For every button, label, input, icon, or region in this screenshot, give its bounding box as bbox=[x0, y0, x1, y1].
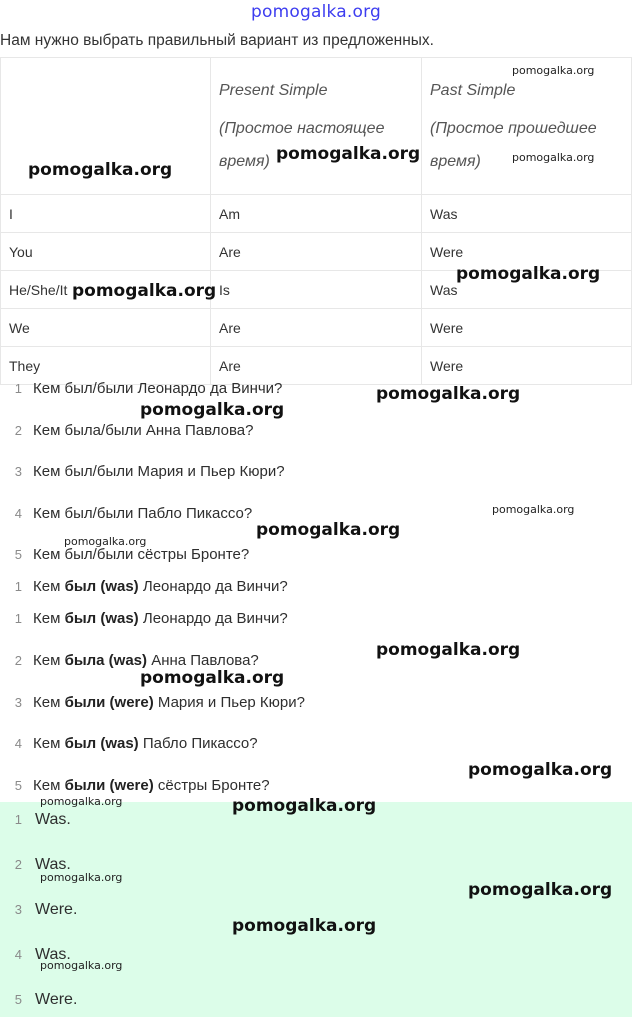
list-item bbox=[0, 578, 288, 600]
table-cell: Are bbox=[211, 347, 422, 385]
list-number: 3 bbox=[14, 902, 22, 917]
table-row bbox=[1, 309, 632, 347]
watermark: pomogalka.org bbox=[376, 384, 521, 404]
answer-pre: Кем bbox=[33, 610, 65, 627]
list-number: 5 bbox=[14, 992, 22, 1007]
header-past-simple: Past Simple bbox=[430, 82, 516, 99]
table-cell: Are bbox=[211, 309, 422, 347]
list-number: 2 bbox=[14, 857, 22, 872]
verb-table bbox=[0, 57, 632, 385]
answer-item bbox=[0, 811, 71, 829]
list-number: 5 bbox=[14, 547, 22, 562]
watermark: pomogalka.org bbox=[232, 796, 377, 816]
watermark: pomogalka.org bbox=[140, 400, 285, 420]
answer-item bbox=[0, 991, 77, 1009]
list-item bbox=[0, 380, 282, 402]
answer-pre: Кем bbox=[33, 652, 65, 669]
answer-post: Пабло Пикассо? bbox=[138, 735, 258, 752]
table-cell: Were bbox=[422, 309, 632, 347]
list-number: 1 bbox=[14, 812, 22, 827]
watermark: pomogalka.org bbox=[40, 795, 123, 808]
list-number: 5 bbox=[14, 778, 22, 793]
question-text: Кем был/были Леонардо да Винчи? bbox=[33, 380, 283, 397]
answer-post: Леонардо да Винчи? bbox=[138, 578, 288, 595]
header-past-simple-ru: (Простое прошедшее время) bbox=[430, 120, 597, 170]
answer-pre: Кем bbox=[33, 578, 65, 595]
header-present-simple-ru: (Простое настоящее время) bbox=[219, 120, 385, 170]
answer-verb: был (was) bbox=[64, 735, 139, 752]
intro-text: Нам нужно выбрать правильный вариант из предложенных. bbox=[0, 32, 434, 49]
list-item bbox=[0, 610, 288, 632]
answer-verb: были (were) bbox=[64, 777, 154, 794]
list-number: 3 bbox=[14, 464, 22, 479]
answer-item bbox=[0, 901, 77, 919]
question-text: Кем был/были сёстры Бронте? bbox=[33, 546, 250, 563]
list-number: 2 bbox=[14, 653, 22, 668]
answer-text: Was. bbox=[35, 856, 71, 873]
answer-pre: Кем bbox=[33, 777, 65, 794]
list-number: 1 bbox=[14, 381, 22, 396]
watermark: pomogalka.org bbox=[232, 916, 377, 936]
table-cell: Is bbox=[211, 271, 422, 309]
answer-verb: был (was) bbox=[64, 610, 139, 627]
watermark: pomogalka.org bbox=[72, 281, 217, 301]
list-item bbox=[0, 505, 252, 527]
watermark: pomogalka.org bbox=[256, 520, 401, 540]
answer-pre: Кем bbox=[33, 694, 65, 711]
list-number: 1 bbox=[14, 579, 22, 594]
list-number: 4 bbox=[14, 736, 22, 751]
answer-verb: были (were) bbox=[64, 694, 154, 711]
answer-text: Was. bbox=[35, 946, 71, 963]
list-number: 4 bbox=[14, 947, 22, 962]
table-cell: Was bbox=[422, 195, 632, 233]
watermark: pomogalka.org bbox=[64, 535, 147, 548]
list-item bbox=[0, 735, 258, 757]
watermark: pomogalka.org bbox=[40, 871, 123, 884]
watermark: pomogalka.org bbox=[376, 640, 521, 660]
list-item bbox=[0, 422, 253, 444]
table-cell: Were bbox=[422, 347, 632, 385]
answer-text: Were. bbox=[35, 901, 78, 918]
table-header-cell bbox=[422, 58, 632, 195]
table-row bbox=[1, 195, 632, 233]
table-cell: Am bbox=[211, 195, 422, 233]
table-row bbox=[1, 347, 632, 385]
table-cell: I bbox=[1, 195, 211, 233]
answer-text: Was. bbox=[35, 811, 71, 828]
answer-post: Леонардо да Винчи? bbox=[138, 610, 288, 627]
answer-post: Мария и Пьер Кюри? bbox=[153, 694, 305, 711]
question-text: Кем была/были Анна Павлова? bbox=[33, 422, 254, 439]
question-text: Кем был/были Пабло Пикассо? bbox=[33, 505, 253, 522]
table-cell: They bbox=[1, 347, 211, 385]
list-number: 1 bbox=[14, 611, 22, 626]
header-present-simple: Present Simple bbox=[219, 82, 328, 99]
list-number: 2 bbox=[14, 423, 22, 438]
site-title[interactable]: pomogalka.org bbox=[251, 2, 381, 22]
list-item bbox=[0, 546, 249, 568]
watermark: pomogalka.org bbox=[276, 144, 421, 164]
answer-text: Were. bbox=[35, 991, 78, 1008]
watermark: pomogalka.org bbox=[512, 151, 595, 164]
watermark: pomogalka.org bbox=[468, 760, 613, 780]
table-cell: Were bbox=[422, 233, 632, 271]
list-number: 3 bbox=[14, 695, 22, 710]
answer-verb: был (was) bbox=[64, 578, 139, 595]
answer-verb: была (was) bbox=[64, 652, 148, 669]
table-cell: You bbox=[1, 233, 211, 271]
answer-post: Анна Павлова? bbox=[147, 652, 259, 669]
table-cell: He/She/It bbox=[1, 271, 211, 309]
question-text: Кем был/были Мария и Пьер Кюри? bbox=[33, 463, 285, 480]
answer-post: сёстры Бронте? bbox=[153, 777, 270, 794]
list-number: 4 bbox=[14, 506, 22, 521]
watermark: pomogalka.org bbox=[492, 503, 575, 516]
table-cell: Are bbox=[211, 233, 422, 271]
list-item bbox=[0, 694, 305, 716]
watermark: pomogalka.org bbox=[456, 264, 601, 284]
answer-pre: Кем bbox=[33, 735, 65, 752]
watermark: pomogalka.org bbox=[468, 880, 613, 900]
table-cell: We bbox=[1, 309, 211, 347]
table-header-cell bbox=[211, 58, 422, 195]
watermark: pomogalka.org bbox=[512, 64, 595, 77]
watermark: pomogalka.org bbox=[40, 959, 123, 972]
table-cell: Was bbox=[422, 271, 632, 309]
watermark: pomogalka.org bbox=[28, 160, 173, 180]
list-item bbox=[0, 463, 285, 485]
watermark: pomogalka.org bbox=[140, 668, 285, 688]
answers-panel bbox=[0, 802, 632, 1017]
